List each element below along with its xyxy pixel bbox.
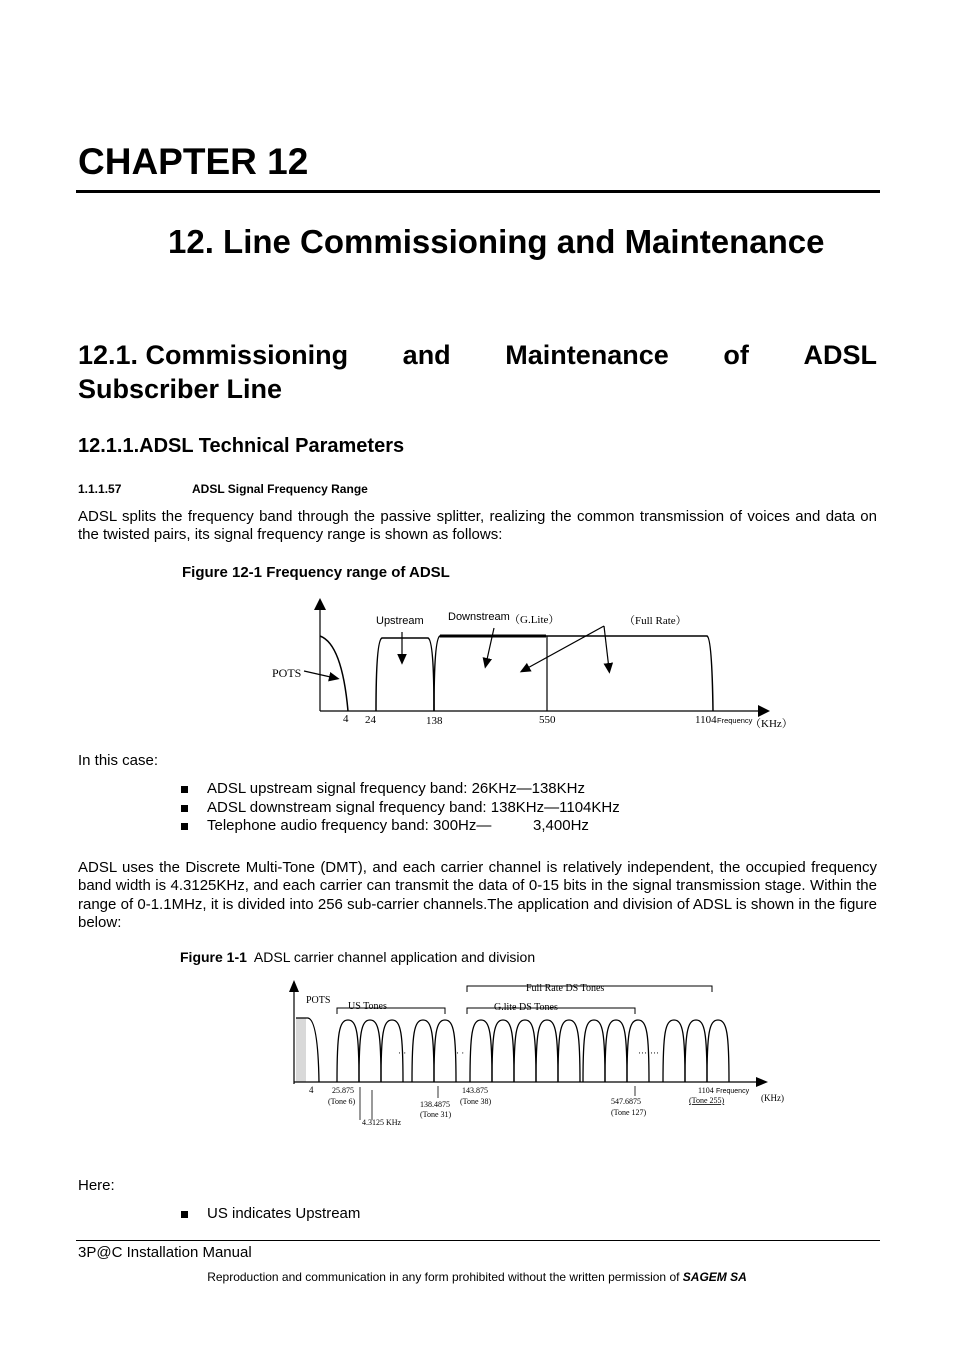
footer-rule	[76, 1240, 880, 1241]
dots-1: · ·	[398, 1048, 407, 1058]
downstream-label: Downstream	[448, 611, 510, 623]
upstream-label: Upstream	[376, 615, 424, 627]
axis-unit-label: (KHz)	[761, 1093, 784, 1103]
tick-547: 547.6875	[611, 1097, 641, 1106]
tick-1104: 1104	[698, 1086, 714, 1095]
body-paragraph-2: ADSL uses the Discrete Multi-Tone (DMT), and each carrier channel is relatively independent, the occupied frequency band width is 4.3125KHz, and each carrier can transmit the data of 0-15 bits in the signal transmission stage. Within the range of 0-1.1MHz, it is divided into 256 sub-carrier channels.The application and division of ADSL is shown in the figure below:	[78, 859, 877, 931]
section-heading-word: Maintenance	[505, 340, 669, 370]
in-this-case-label: In this case:	[78, 752, 159, 769]
tick-138-tone: (Tone 31)	[420, 1110, 452, 1119]
tone-lobe	[514, 1020, 536, 1082]
tone-lobe	[536, 1020, 558, 1082]
footer-document-title: 3P@C Installation Manual	[78, 1244, 252, 1261]
footer-company: SAGEM SA	[682, 1270, 747, 1284]
list-item: ADSL upstream signal frequency band: 26KHz—138KHz	[178, 780, 620, 799]
footer-copyright-note	[0, 1270, 954, 1285]
tone-lobe	[558, 1020, 580, 1082]
tone-lobe	[707, 1020, 729, 1082]
axis-frequency-label: Frequency	[716, 1088, 750, 1095]
tick-138: 138.4875	[420, 1100, 450, 1109]
tone-lobe	[492, 1020, 514, 1082]
chapter-rule	[76, 190, 880, 193]
section-heading-word: 12.1. Commissioning	[78, 340, 349, 370]
section-heading-word: ADSL	[803, 340, 877, 370]
glite-ds-label: G.lite DS Tones	[494, 1002, 558, 1013]
figure-2-caption	[180, 948, 535, 966]
bullet-list-2	[178, 1205, 360, 1224]
list-item: US indicates Upstream	[178, 1205, 360, 1224]
section-heading-12-1-1: 12.1.1.ADSL Technical Parameters	[78, 435, 405, 457]
tone-lobe	[434, 1020, 456, 1082]
fullrate-arrow-2	[604, 626, 609, 669]
fullrate-arrow-1	[524, 626, 604, 670]
section-heading-word: of	[723, 340, 749, 370]
figure-2-caption-text: ADSL carrier channel application and division	[253, 949, 536, 965]
pots-curve	[320, 636, 348, 711]
list-item: Telephone audio frequency band: 300Hz— 3,400Hz	[178, 817, 620, 836]
subsection-number: 1.1.1.57	[78, 482, 122, 496]
section-heading-12-1	[78, 338, 877, 406]
axis-frequency-label: Frequency	[717, 716, 753, 725]
tick-547-tone: (Tone 127)	[611, 1108, 647, 1117]
tick-4: 4	[309, 1085, 314, 1095]
tone-lobe	[470, 1020, 492, 1082]
tone-lobe	[337, 1020, 359, 1082]
body-paragraph-1: ADSL splits the frequency band through the passive splitter, realizing the common transmission of voices and data on the twisted pairs, its signal frequency range is shown as follows:	[78, 508, 877, 544]
pots-fill	[296, 1018, 306, 1082]
tick-4: 4	[343, 713, 349, 725]
us-tones-label: US Tones	[348, 1001, 387, 1012]
y-axis-arrow	[314, 598, 326, 610]
fullrate-ds-label: Full Rate DS Tones	[526, 983, 605, 994]
dots-3: ·······	[638, 1048, 659, 1058]
tick-25: 25.875	[332, 1086, 354, 1095]
subsection-title: ADSL Signal Frequency Range	[192, 482, 368, 496]
tone-lobe	[412, 1020, 434, 1082]
figure-2-caption-number: Figure 1-1	[180, 949, 247, 965]
tick-1104-tone: (Tone 255)	[689, 1096, 725, 1105]
carrier-channel-diagram	[282, 974, 802, 1134]
upstream-band	[376, 638, 434, 711]
tone-lobe	[663, 1020, 685, 1082]
list-item: ADSL downstream signal frequency band: 138KHz—1104KHz	[178, 799, 620, 818]
frequency-range-diagram	[262, 594, 802, 739]
fullrate-label: （Full Rate）	[624, 615, 687, 627]
figure-1-caption: Figure 12-1 Frequency range of ADSL	[182, 564, 450, 581]
tone-lobe	[583, 1020, 605, 1082]
axis-unit-label: （KHz）	[750, 718, 793, 730]
tone-width-label: 4.3125 KHz	[362, 1118, 402, 1127]
downstream-band	[434, 636, 713, 711]
downstream-arrow	[486, 628, 494, 664]
pots-label: POTS	[272, 666, 302, 680]
chapter-title: 12. Line Commissioning and Maintenance	[168, 223, 825, 260]
tick-143: 143.875	[462, 1086, 488, 1095]
tick-1104: 1104	[695, 714, 717, 726]
dots-2: · ·	[456, 1048, 465, 1058]
carrier-tones	[337, 1020, 729, 1082]
subsection-heading	[78, 481, 368, 497]
bullet-list-1	[178, 780, 620, 836]
footer-note-text: Reproduction and communication in any form prohibited without the written permission of	[207, 1270, 683, 1284]
section-heading-line2: Subscriber Line	[78, 374, 283, 404]
glite-label: （G.Lite）	[509, 614, 560, 626]
tick-138: 138	[426, 715, 443, 727]
tone-lobe	[359, 1020, 381, 1082]
tick-24: 24	[365, 714, 376, 726]
here-label: Here:	[78, 1177, 115, 1194]
x-axis-arrow	[758, 705, 770, 717]
tone-lobe	[605, 1020, 627, 1082]
x-axis-arrow	[756, 1077, 768, 1087]
pots-label: POTS	[306, 995, 331, 1006]
y-axis-arrow	[289, 980, 299, 992]
tick-143-tone: (Tone 38)	[460, 1097, 492, 1106]
tick-550: 550	[539, 714, 556, 726]
section-heading-word: and	[402, 340, 451, 370]
tone-lobe	[685, 1020, 707, 1082]
chapter-heading: CHAPTER 12	[78, 141, 309, 182]
tick-25-tone: (Tone 6)	[328, 1097, 356, 1106]
